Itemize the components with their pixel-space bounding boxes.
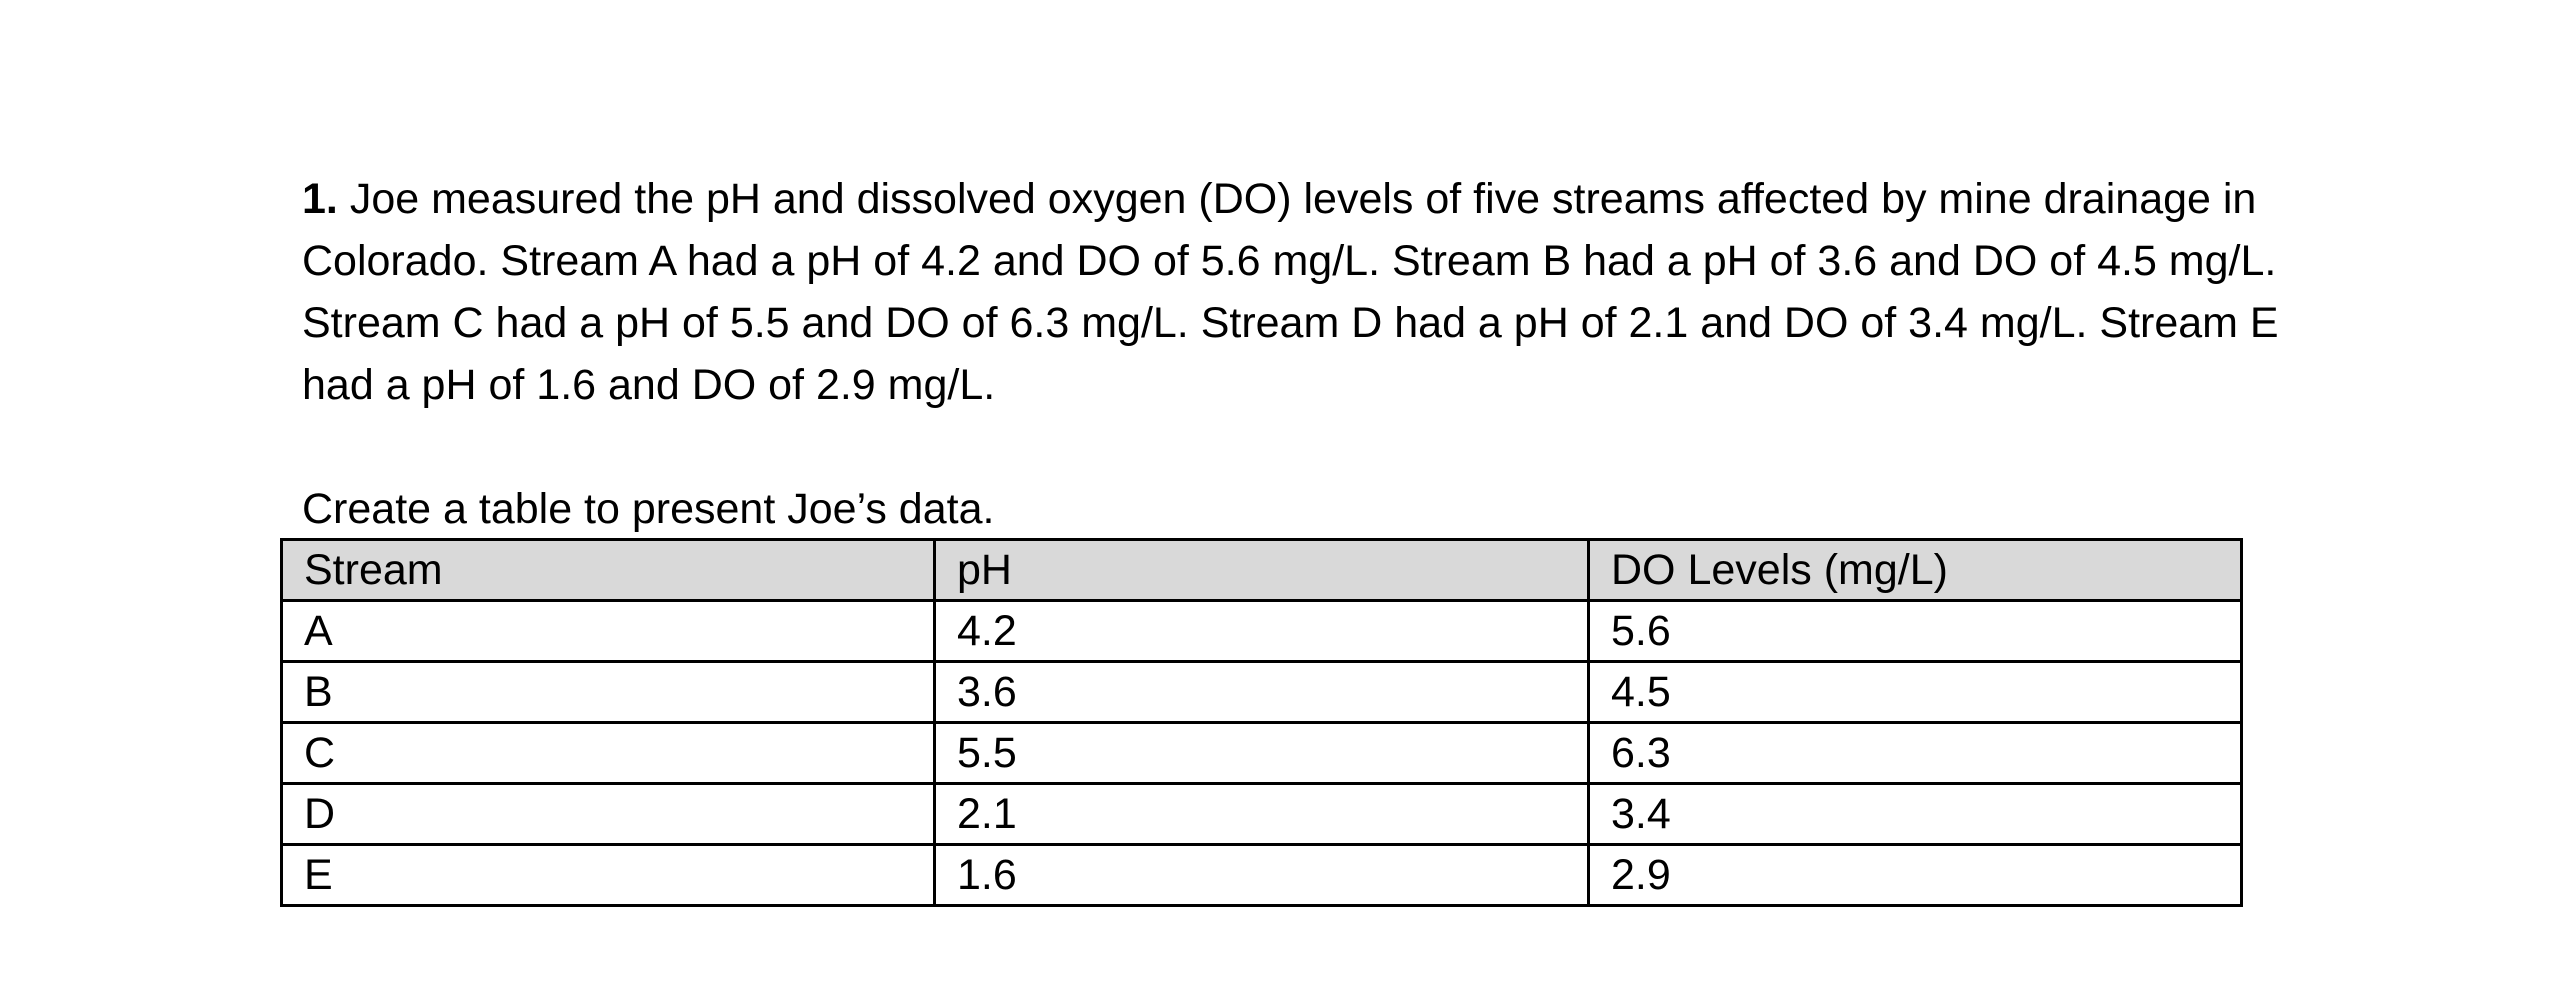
cell-ph: 1.6 bbox=[935, 845, 1589, 906]
table-row bbox=[282, 845, 2242, 906]
cell-do: 4.5 bbox=[1589, 662, 2242, 723]
question-paragraph bbox=[302, 168, 2312, 416]
cell-ph: 2.1 bbox=[935, 784, 1589, 845]
cell-ph: 4.2 bbox=[935, 601, 1589, 662]
table-row bbox=[282, 662, 2242, 723]
cell-do: 5.6 bbox=[1589, 601, 2242, 662]
cell-do: 3.4 bbox=[1589, 784, 2242, 845]
cell-ph: 3.6 bbox=[935, 662, 1589, 723]
cell-stream: B bbox=[282, 662, 935, 723]
question-text: Joe measured the pH and dissolved oxygen (DO) levels of five streams affected by mine drainage in Colorado. Stream A had a pH of 4.2 and DO of 5.6 mg/L. Stream B had a pH of 3.6 and DO of 4.5 mg/L. Stream C had a pH of 5.5 and DO of 6.3 mg/L. Stream D had a pH of 2.1 and DO of 3.4 mg/L. Stream E had a pH of 1.6 and DO of 2.9 mg/L. bbox=[302, 175, 2279, 409]
header-stream: Stream bbox=[282, 540, 935, 601]
table-header-row bbox=[282, 540, 2242, 601]
header-ph: pH bbox=[935, 540, 1589, 601]
table-row bbox=[282, 723, 2242, 784]
instruction-text: Create a table to present Joe’s data. bbox=[302, 485, 995, 533]
cell-do: 6.3 bbox=[1589, 723, 2242, 784]
cell-stream: C bbox=[282, 723, 935, 784]
cell-ph: 5.5 bbox=[935, 723, 1589, 784]
table-row bbox=[282, 784, 2242, 845]
cell-do: 2.9 bbox=[1589, 845, 2242, 906]
cell-stream: D bbox=[282, 784, 935, 845]
table-row bbox=[282, 601, 2242, 662]
stream-data-table bbox=[280, 538, 2243, 907]
header-do-levels: DO Levels (mg/L) bbox=[1589, 540, 2242, 601]
cell-stream: A bbox=[282, 601, 935, 662]
cell-stream: E bbox=[282, 845, 935, 906]
question-number: 1. bbox=[302, 175, 338, 223]
